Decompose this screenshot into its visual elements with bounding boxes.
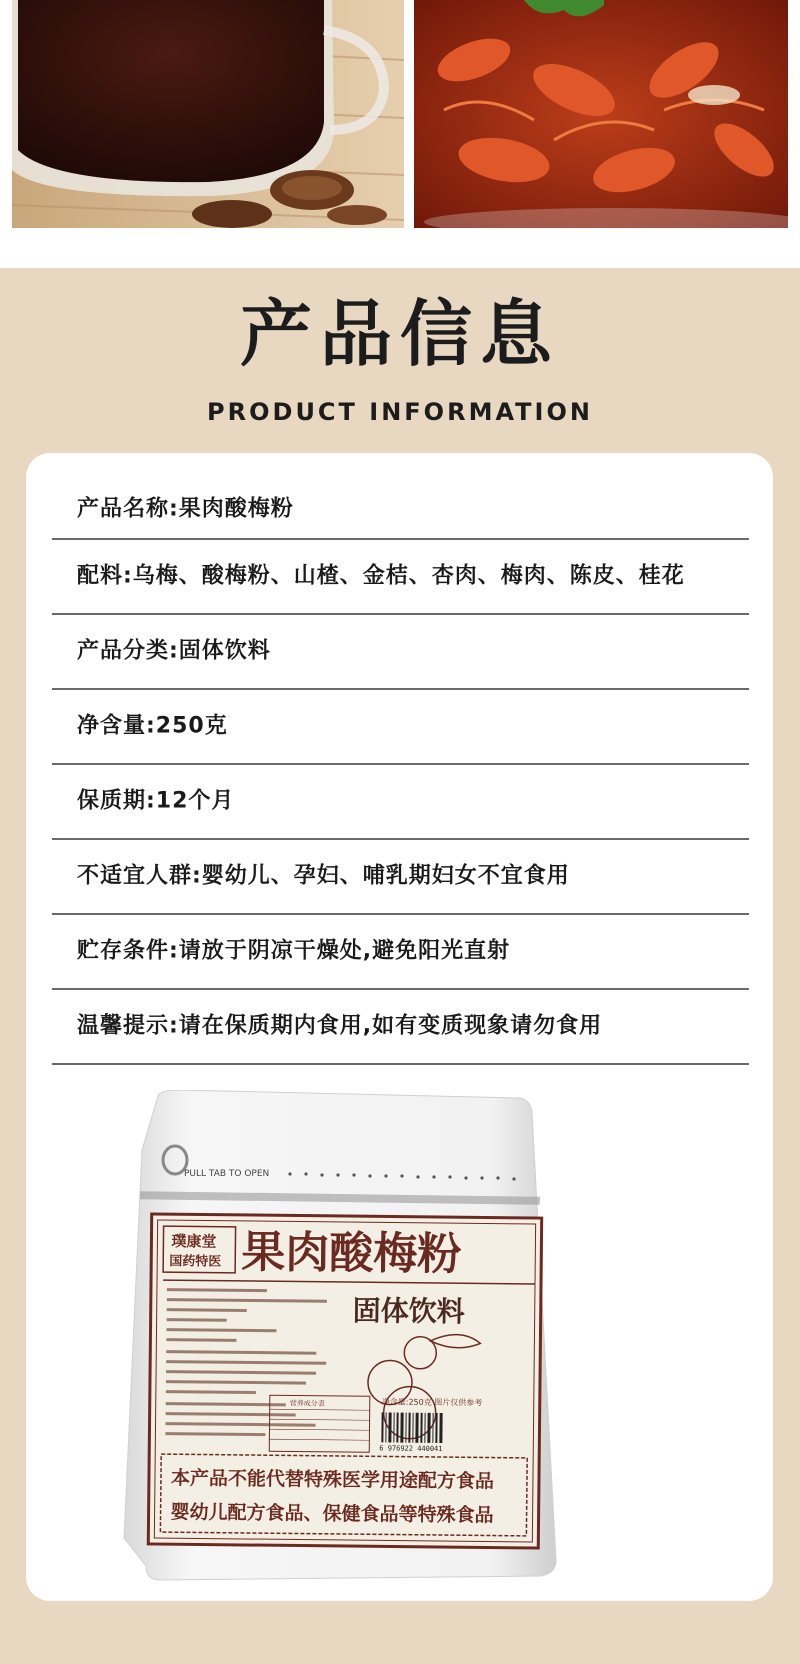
brand-name: 璞康堂: [171, 1232, 217, 1251]
pull-tab-text: PULL TAB TO OPEN: [184, 1169, 270, 1179]
info-row-unsuitable: [52, 840, 749, 915]
plum-drink-photo: [12, 0, 404, 228]
package-category: 固体饮料: [352, 1294, 465, 1329]
package-warning-line1: 本产品不能代替特殊医学用途配方食品: [170, 1467, 495, 1493]
info-row-tips: [52, 990, 749, 1065]
nutrition-title: 营养成分表: [289, 1399, 325, 1408]
info-row-ingredients: [52, 540, 749, 615]
barcode-number: 6 976922 440041: [379, 1444, 443, 1454]
package-product-name: 果肉酸梅粉: [241, 1226, 462, 1281]
info-row-shelf-life: [52, 765, 749, 840]
info-text: 不适宜人群:婴幼儿、孕妇、哺乳期妇女不宜食用: [77, 863, 570, 889]
info-text: 净含量:250克: [77, 713, 228, 739]
info-text: 贮存条件:请放于阴凉干燥处,避免阳光直射: [77, 938, 511, 964]
info-text: 配料:乌梅、酸梅粉、山楂、金桔、杏肉、梅肉、陈皮、桂花: [77, 563, 685, 589]
brand-subtitle: 国药特医: [169, 1254, 222, 1270]
info-row-category: [52, 615, 749, 690]
info-row-name: [52, 453, 749, 540]
info-text: 保质期:12个月: [77, 788, 235, 814]
info-text: 产品分类:固体饮料: [77, 638, 271, 664]
section-title: 产品信息: [239, 292, 560, 376]
package-warning-line2: 婴幼儿配方食品、保健食品等特殊食品: [170, 1501, 494, 1527]
info-row-net-weight: [52, 690, 749, 765]
crayfish-photo: [414, 0, 788, 228]
info-list: [52, 453, 749, 1065]
top-photo-band: [0, 0, 800, 268]
info-row-storage: [52, 915, 749, 990]
section-subtitle: PRODUCT INFORMATION: [207, 398, 593, 426]
info-text: 产品名称:果肉酸梅粉: [77, 496, 294, 522]
info-text: 温馨提示:请在保质期内食用,如有变质现象请勿食用: [77, 1013, 603, 1039]
net-weight-note: 净含量:250克 图片仅供参考: [381, 1397, 483, 1408]
product-package-image: [120, 1090, 580, 1595]
